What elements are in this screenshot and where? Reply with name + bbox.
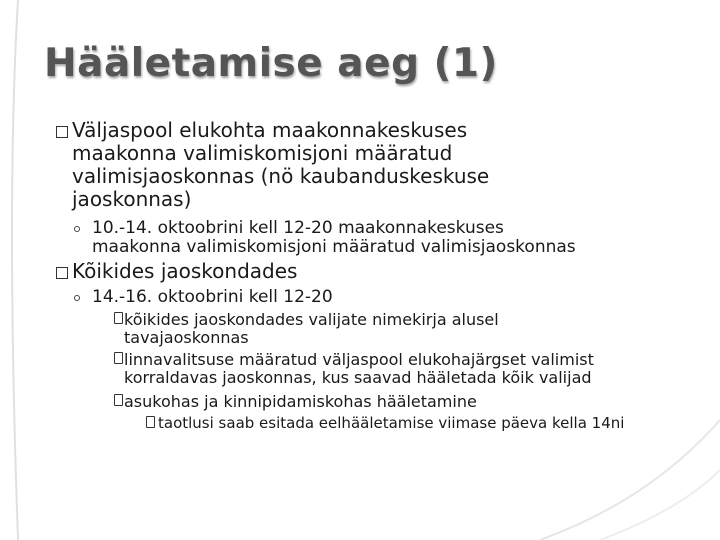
bullet-1-line-2: maakonna valimiskomisjoni määratud [72,141,453,165]
bullet-2-1-line-1: 14.-16. oktoobrini kell 12-20 [92,287,333,307]
bullet-2-1-2-line-1: linnavalitsuse määratud väljaspool elukohajärgset valimist [124,350,594,369]
placeholder-glyph-icon [146,416,155,428]
ring-bullet-icon [74,295,80,301]
bullet-1-text [72,119,489,211]
bullet-2-line-1: Kõikides jaoskondades [72,259,298,283]
bullet-2-1-2-text [124,351,594,387]
bullet-1-line-1: Väljaspool elukohta maakonnakeskuses [72,118,468,142]
bullet-1-line-3: valimisjaoskonnas (nö kaubanduskeskuse [72,164,490,188]
placeholder-glyph-icon [114,394,123,406]
ring-bullet-icon [74,226,80,232]
placeholder-glyph-icon [114,312,123,324]
bullet-1-1-line-2: maakonna valimiskomisjoni määratud valimisjaoskonnas [92,237,576,257]
bullet-box-icon [56,267,68,279]
bullet-2-1-1-text [124,311,499,347]
bullet-2-1-3-1-text [158,415,624,432]
bullet-2-1-1-line-1: kõikides jaoskondades valijate nimekirja alusel [124,310,499,329]
placeholder-glyph-icon [114,352,123,364]
bullet-2-text [72,260,297,283]
bullet-2-1-3-text [124,393,477,411]
bullet-2-1-1-line-2: tavajaoskonnas [124,328,249,347]
bullet-2-1-3-line-1: asukohas ja kinnipidamiskohas hääletamine [124,392,477,411]
bullet-1-1-text [92,219,576,257]
bullet-2-1-2-line-2: korraldavas jaoskonnas, kus saavad hääletada kõik valijad [124,368,592,387]
bullet-box-icon [56,126,68,138]
bullet-1-1-line-1: 10.-14. oktoobrini kell 12-20 maakonnakeskuses [92,218,504,238]
bullet-1-line-4: jaoskonnas) [72,187,192,211]
bullet-2-1-3-1-line-1: taotlusi saab esitada eelhääletamise viimase päeva kella 14ni [158,414,625,432]
slide-title: Hääletamise aeg (1) [44,41,498,86]
bullet-2-1-text [92,288,333,307]
